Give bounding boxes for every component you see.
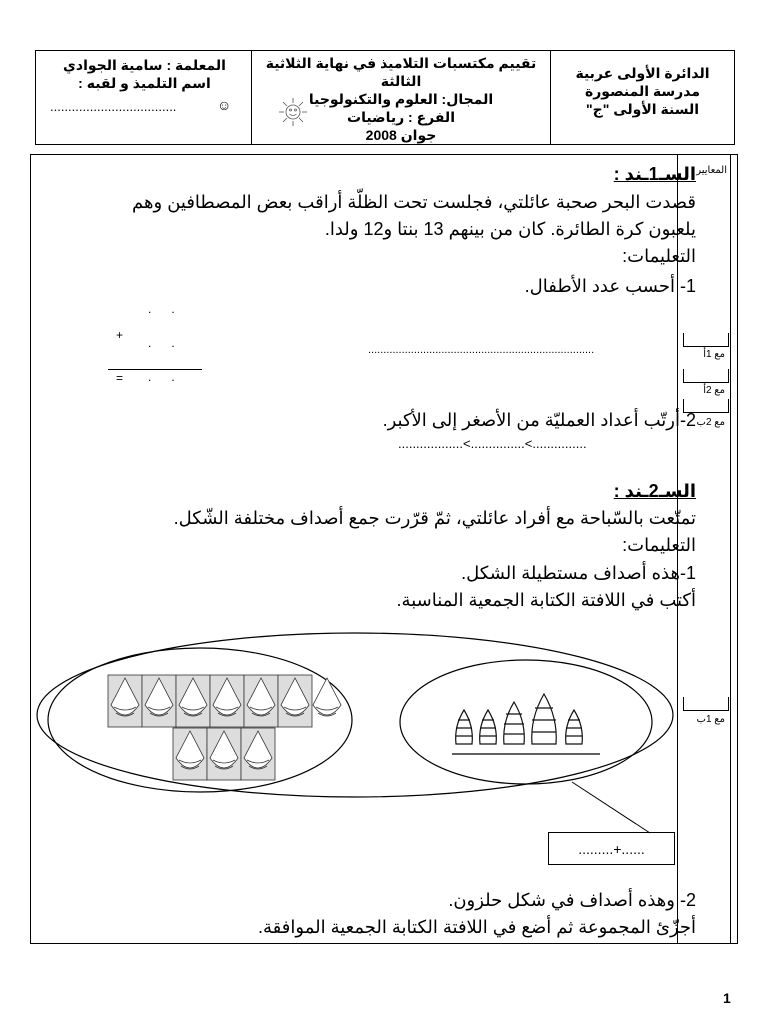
- answer-line-1[interactable]: ..........................................................................: [368, 344, 595, 356]
- criteria-box-2a: [683, 369, 729, 383]
- q1-title: السـ1ـند :: [613, 164, 696, 184]
- header-teacher-cell: [36, 51, 253, 144]
- criteria-2a: مع 2أ: [703, 385, 725, 396]
- q2-task1: 1-هذه أصداف مستطيلة الشكل.: [461, 563, 696, 583]
- equals-sign: =: [116, 371, 124, 385]
- student-name-field[interactable]: ...................................: [50, 99, 177, 114]
- header-domain: المجال: العلوم والتكنولوجيا: [308, 91, 494, 107]
- criteria-1a: مع 1أ: [703, 349, 725, 360]
- header-student-label: اسم التلميذ و لقبه :: [78, 75, 211, 91]
- criteria-heading: المعايير: [696, 165, 727, 176]
- q1-text-line1: قصدت البحر صحبة عائلتي، فجلست تحت الظلّة أراقب بعض المصطافين وهم: [132, 192, 696, 212]
- q2-task2: 2- وهذه أصداف في شكل حلزون.: [448, 890, 696, 910]
- header-exam-cell: [251, 51, 551, 144]
- q2-task2b: أجزّئ المجموعة ثم أضع في اللافتة الكتابة الجمعية الموافقة.: [258, 917, 696, 937]
- page-number: 1: [723, 990, 731, 1006]
- header-table: [35, 50, 735, 145]
- header-school: مدرسة المنصورة: [584, 83, 700, 99]
- criteria-2b: مع 2ب: [696, 417, 725, 428]
- order-answer-line[interactable]: ..................<...............<...............: [398, 436, 587, 451]
- criteria-box-1a: [683, 333, 729, 347]
- q1-text-line2: يلعبون كرة الطائرة. كان من بينهم 13 بنتا و12 ولدا.: [324, 219, 696, 239]
- header-class: السنة الأولى "ج": [586, 101, 699, 117]
- q2-text-line1: تمتّعت بالسّباحة مع أفراد عائلتي، ثمّ قرّرت جمع أصداف مختلفة الشّكل.: [173, 508, 696, 528]
- q2-instructions: التعليمات:: [622, 535, 696, 555]
- q1-task2: 2-أرتّب أعداد العمليّة من الأصغر إلى الأكبر.: [382, 410, 696, 430]
- digit-dot: . .: [148, 370, 175, 384]
- criteria-box-1b: [683, 697, 729, 711]
- header-branch: الفرع : رياضيات: [347, 109, 455, 125]
- q2-title: السـ2ـند :: [613, 481, 696, 501]
- smiley-icon: ☺: [217, 97, 232, 113]
- sign-expression: .........+......: [578, 841, 645, 857]
- digit-dot: . .: [148, 302, 175, 316]
- header-school-cell: [551, 51, 734, 144]
- header-district: الدائرة الأولى عربية: [575, 65, 710, 81]
- criteria-1b: مع 1ب: [696, 714, 725, 725]
- header-exam-title: تقييم مكتسبات التلاميذ في نهاية الثلاثية الثالثة: [265, 55, 537, 89]
- plus-sign: +: [116, 328, 124, 342]
- sun-logo-icon: [278, 97, 308, 127]
- q1-instructions: التعليمات:: [622, 246, 696, 266]
- q1-task1: 1- أحسب عدد الأطفال.: [524, 276, 696, 296]
- header-date: جوان 2008: [365, 127, 437, 143]
- digit-dot: . .: [148, 336, 175, 350]
- answer-sign-box[interactable]: [548, 832, 675, 865]
- header-teacher: المعلمة : سامية الجوادي: [63, 57, 226, 73]
- q2-task1b: أكتب في اللافتة الكتابة الجمعية المناسبة.: [396, 590, 696, 610]
- right-ellipse: [400, 660, 652, 784]
